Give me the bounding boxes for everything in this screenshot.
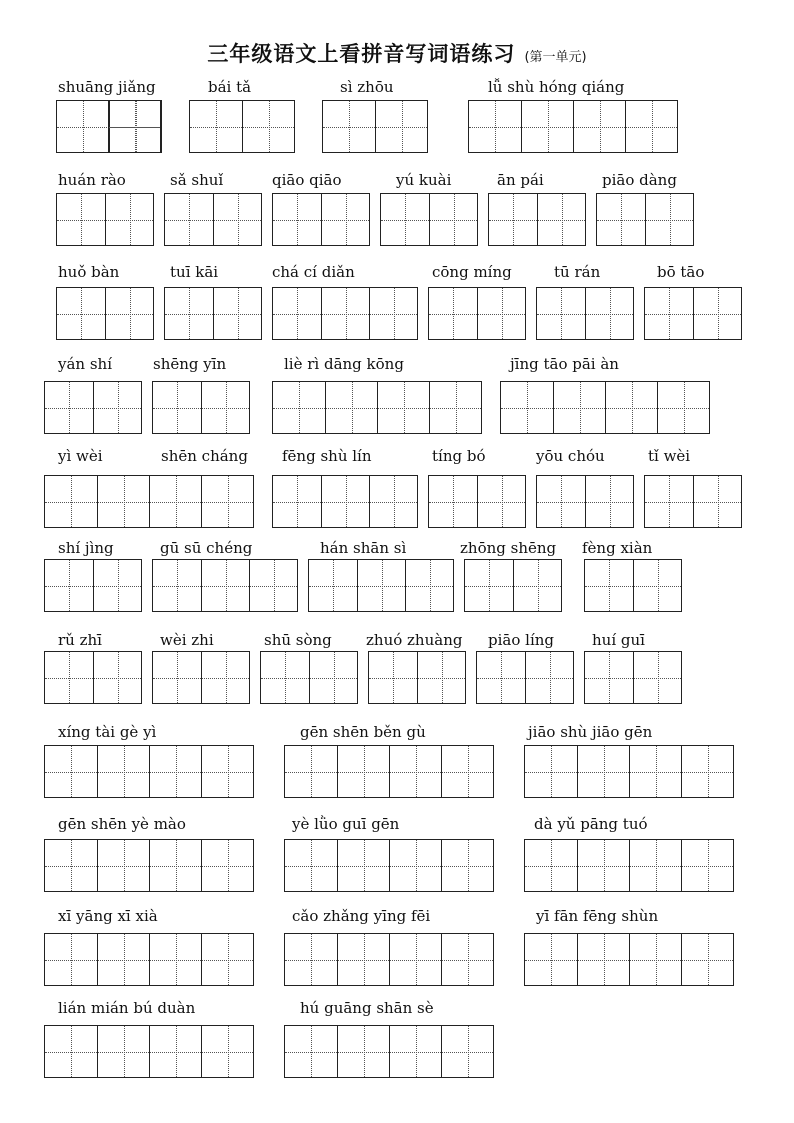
pinyin-label: fèng xiàn (582, 539, 653, 557)
pinyin-label: gēn shēn běn gù (300, 723, 426, 741)
writing-cell[interactable] (45, 934, 97, 985)
writing-cell[interactable] (477, 288, 525, 339)
writing-box-group[interactable] (272, 381, 482, 434)
pinyin-label: yán shí (58, 355, 113, 373)
writing-box-group[interactable] (272, 475, 418, 528)
writing-cell[interactable] (389, 746, 441, 797)
writing-cell[interactable] (285, 1026, 337, 1077)
writing-cell[interactable] (645, 476, 693, 527)
writing-cell[interactable] (337, 934, 389, 985)
writing-cell[interactable] (389, 934, 441, 985)
writing-cell[interactable] (513, 560, 561, 611)
writing-cell[interactable] (389, 1026, 441, 1077)
writing-cell[interactable] (273, 382, 325, 433)
writing-cell[interactable] (153, 652, 201, 703)
writing-box-group[interactable] (644, 475, 742, 528)
writing-cell[interactable] (585, 288, 633, 339)
writing-box-group[interactable] (44, 1025, 254, 1078)
pinyin-label: shēn cháng (161, 447, 248, 465)
writing-cell[interactable] (45, 652, 93, 703)
writing-box-group[interactable] (500, 381, 710, 434)
writing-cell[interactable] (477, 476, 525, 527)
pinyin-label: sǎ shuǐ (170, 171, 224, 189)
writing-box-group[interactable] (536, 287, 634, 340)
writing-box-group[interactable] (152, 651, 250, 704)
pinyin-label: lián mián bú duàn (58, 999, 196, 1017)
writing-cell[interactable] (553, 382, 605, 433)
writing-cell[interactable] (57, 101, 109, 152)
writing-box-group[interactable] (284, 745, 494, 798)
writing-cell[interactable] (285, 840, 337, 891)
writing-cell[interactable] (573, 101, 625, 152)
pinyin-label: yī fān fēng shùn (536, 907, 659, 925)
writing-box-group[interactable] (476, 651, 574, 704)
writing-cell[interactable] (97, 934, 149, 985)
pinyin-label: qiāo qiāo (272, 171, 342, 189)
writing-cell[interactable] (325, 382, 377, 433)
writing-box-group[interactable] (524, 933, 734, 986)
writing-cell[interactable] (45, 560, 93, 611)
writing-cell[interactable] (633, 652, 681, 703)
writing-cell[interactable] (45, 746, 97, 797)
page-subtitle: (第一单元) (524, 50, 587, 65)
writing-box-group[interactable] (272, 193, 370, 246)
page-title: 三年级语文上看拼音写词语练习 (207, 42, 516, 66)
writing-cell[interactable] (57, 194, 105, 245)
writing-cell[interactable] (585, 652, 633, 703)
writing-cell[interactable] (309, 652, 357, 703)
writing-cell[interactable] (629, 746, 681, 797)
writing-cell[interactable] (429, 382, 481, 433)
pinyin-label: huí guī (592, 631, 645, 649)
writing-cell[interactable] (585, 560, 633, 611)
writing-cell[interactable] (489, 194, 537, 245)
writing-box-group[interactable] (152, 381, 250, 434)
writing-box-group[interactable] (164, 193, 262, 246)
writing-box-group[interactable] (189, 100, 295, 153)
writing-box-group[interactable] (428, 475, 526, 528)
writing-box-group[interactable] (584, 559, 682, 612)
writing-cell[interactable] (149, 1026, 201, 1077)
writing-cell[interactable] (261, 652, 309, 703)
pinyin-label: tuī kāi (170, 263, 219, 281)
writing-cell[interactable] (57, 288, 105, 339)
writing-cell[interactable] (93, 382, 141, 433)
writing-cell[interactable] (213, 288, 261, 339)
pinyin-label: shuāng jiǎng (58, 78, 156, 96)
writing-box-group[interactable] (56, 193, 154, 246)
writing-cell[interactable] (577, 934, 629, 985)
writing-cell[interactable] (625, 101, 677, 152)
pinyin-label: zhuó zhuàng (366, 631, 463, 649)
writing-cell[interactable] (501, 382, 553, 433)
writing-cell[interactable] (357, 560, 405, 611)
writing-box-group[interactable] (44, 839, 254, 892)
writing-cell[interactable] (45, 382, 93, 433)
writing-box-group[interactable] (44, 651, 142, 704)
writing-cell[interactable] (153, 560, 201, 611)
writing-cell[interactable] (585, 476, 633, 527)
writing-cell[interactable] (153, 382, 201, 433)
pinyin-label: piāo líng (488, 631, 554, 649)
writing-cell[interactable] (441, 934, 493, 985)
pinyin-label: huán rào (58, 171, 126, 189)
writing-box-group[interactable] (152, 559, 298, 612)
writing-cell[interactable] (577, 840, 629, 891)
writing-cell[interactable] (165, 288, 213, 339)
pinyin-label: jīng tāo pāi àn (510, 355, 619, 373)
writing-box-group[interactable] (284, 839, 494, 892)
writing-cell[interactable] (693, 288, 741, 339)
pinyin-label: zhōng shēng (460, 539, 557, 557)
pinyin-label: sì zhōu (340, 78, 394, 96)
writing-cell[interactable] (201, 652, 249, 703)
writing-cell[interactable] (321, 476, 369, 527)
writing-cell[interactable] (97, 476, 149, 527)
pinyin-label: tíng bó (432, 447, 486, 465)
writing-cell[interactable] (525, 840, 577, 891)
writing-cell[interactable] (93, 652, 141, 703)
writing-cell[interactable] (525, 934, 577, 985)
writing-cell[interactable] (201, 1026, 253, 1077)
writing-cell[interactable] (537, 476, 585, 527)
writing-cell[interactable] (201, 840, 253, 891)
writing-cell[interactable] (165, 194, 213, 245)
writing-cell[interactable] (242, 101, 294, 152)
writing-cell[interactable] (605, 382, 657, 433)
writing-box-group[interactable] (56, 287, 154, 340)
writing-box-group[interactable] (464, 559, 562, 612)
writing-cell[interactable] (429, 476, 477, 527)
writing-cell[interactable] (429, 288, 477, 339)
writing-cell[interactable] (285, 746, 337, 797)
writing-cell[interactable] (369, 288, 417, 339)
writing-cell[interactable] (657, 382, 709, 433)
writing-cell[interactable] (369, 652, 417, 703)
writing-box-group[interactable] (584, 651, 682, 704)
pinyin-label: gū sū chéng (160, 539, 253, 557)
writing-cell[interactable] (681, 934, 733, 985)
writing-cell[interactable] (190, 101, 242, 152)
writing-cell[interactable] (97, 840, 149, 891)
pinyin-label: yōu chóu (536, 447, 605, 465)
writing-cell[interactable] (45, 840, 97, 891)
writing-cell[interactable] (337, 840, 389, 891)
writing-cell[interactable] (465, 560, 513, 611)
pinyin-label: cōng míng (432, 263, 512, 281)
pinyin-label: tǐ wèi (648, 447, 691, 465)
writing-cell[interactable] (149, 746, 201, 797)
writing-cell[interactable] (201, 746, 253, 797)
pinyin-label: piāo dàng (602, 171, 677, 189)
writing-cell[interactable] (389, 840, 441, 891)
writing-cell[interactable] (97, 1026, 149, 1077)
writing-box-group[interactable] (596, 193, 694, 246)
writing-cell[interactable] (429, 194, 477, 245)
writing-box-group[interactable] (524, 745, 734, 798)
writing-cell[interactable] (577, 746, 629, 797)
writing-box-group[interactable] (164, 287, 262, 340)
writing-cell[interactable] (629, 934, 681, 985)
writing-box-group[interactable] (536, 475, 634, 528)
writing-cell[interactable] (321, 194, 369, 245)
pinyin-label: fēng shù lín (282, 447, 372, 465)
writing-box-group[interactable] (368, 651, 466, 704)
writing-box-group[interactable] (308, 559, 454, 612)
pinyin-label: chá cí diǎn (272, 263, 355, 281)
writing-cell[interactable] (525, 746, 577, 797)
writing-box-group[interactable] (428, 287, 526, 340)
writing-cell[interactable] (149, 476, 201, 527)
writing-cell[interactable] (105, 288, 153, 339)
writing-cell[interactable] (108, 101, 160, 152)
writing-cell[interactable] (273, 288, 321, 339)
writing-box-group[interactable] (284, 933, 494, 986)
writing-cell[interactable] (681, 746, 733, 797)
writing-cell[interactable] (369, 476, 417, 527)
writing-box-group[interactable] (272, 287, 418, 340)
writing-box-group[interactable] (44, 475, 254, 528)
writing-cell[interactable] (97, 746, 149, 797)
pinyin-label: shí jìng (58, 539, 114, 557)
writing-box-group[interactable] (284, 1025, 494, 1078)
writing-box-group[interactable] (644, 287, 742, 340)
writing-cell[interactable] (273, 194, 321, 245)
pinyin-label: jiāo shù jiāo gēn (528, 723, 653, 741)
writing-cell[interactable] (537, 288, 585, 339)
writing-cell[interactable] (337, 1026, 389, 1077)
writing-box-group[interactable] (380, 193, 478, 246)
writing-box-group[interactable] (488, 193, 586, 246)
writing-cell[interactable] (441, 1026, 493, 1077)
writing-cell[interactable] (93, 560, 141, 611)
pinyin-label: xī yāng xī xià (58, 907, 158, 925)
pinyin-label: wèi zhi (160, 631, 214, 649)
writing-cell[interactable] (645, 288, 693, 339)
writing-cell[interactable] (201, 934, 253, 985)
pinyin-label: cǎo zhǎng yīng fēi (292, 907, 431, 925)
writing-cell[interactable] (405, 560, 453, 611)
writing-box-group[interactable] (260, 651, 358, 704)
pinyin-label: tū rán (554, 263, 601, 281)
writing-cell[interactable] (321, 288, 369, 339)
writing-cell[interactable] (629, 840, 681, 891)
pinyin-label: ān pái (497, 171, 544, 189)
writing-box-group[interactable] (44, 933, 254, 986)
writing-cell[interactable] (645, 194, 693, 245)
pinyin-label: liè rì dāng kōng (284, 355, 404, 373)
writing-cell[interactable] (441, 746, 493, 797)
pinyin-label: shū sòng (264, 631, 332, 649)
writing-cell[interactable] (381, 194, 429, 245)
pinyin-label: hú guāng shān sè (300, 999, 434, 1017)
writing-cell[interactable] (309, 560, 357, 611)
pinyin-label: hán shān sì (320, 539, 407, 557)
pinyin-label: yè lǜo guī gēn (292, 815, 400, 833)
writing-cell[interactable] (323, 101, 375, 152)
writing-cell[interactable] (537, 194, 585, 245)
pinyin-label: yú kuài (396, 171, 452, 189)
writing-cell[interactable] (441, 840, 493, 891)
writing-box-group[interactable] (44, 559, 142, 612)
writing-cell[interactable] (201, 560, 249, 611)
pinyin-label: dà yǔ pāng tuó (534, 815, 648, 833)
writing-cell[interactable] (105, 194, 153, 245)
writing-box-group[interactable] (524, 839, 734, 892)
writing-cell[interactable] (417, 652, 465, 703)
worksheet-title (0, 38, 794, 68)
writing-cell[interactable] (633, 560, 681, 611)
writing-cell[interactable] (45, 1026, 97, 1077)
pinyin-label: lǚ shù hóng qiáng (488, 78, 625, 96)
writing-cell[interactable] (149, 840, 201, 891)
pinyin-label: rǔ zhī (58, 631, 102, 649)
writing-cell[interactable] (201, 476, 253, 527)
writing-box-group[interactable] (44, 381, 142, 434)
writing-box-group[interactable] (108, 100, 161, 153)
writing-cell[interactable] (45, 476, 97, 527)
writing-cell[interactable] (521, 101, 573, 152)
writing-cell[interactable] (681, 840, 733, 891)
writing-box-group[interactable] (322, 100, 428, 153)
pinyin-label: bō tāo (657, 263, 705, 281)
pinyin-label: yì wèi (58, 447, 103, 465)
writing-cell[interactable] (693, 476, 741, 527)
pinyin-label: gēn shēn yè mào (58, 815, 186, 833)
writing-cell[interactable] (213, 194, 261, 245)
writing-cell[interactable] (149, 934, 201, 985)
writing-cell[interactable] (469, 101, 521, 152)
pinyin-label: xíng tài gè yì (58, 723, 157, 741)
writing-box-group[interactable] (44, 745, 254, 798)
writing-cell[interactable] (337, 746, 389, 797)
writing-cell[interactable] (477, 652, 525, 703)
writing-cell[interactable] (377, 382, 429, 433)
pinyin-label: bái tǎ (208, 78, 252, 96)
pinyin-label: huǒ bàn (58, 263, 120, 281)
writing-cell[interactable] (285, 934, 337, 985)
writing-cell[interactable] (201, 382, 249, 433)
writing-cell[interactable] (597, 194, 645, 245)
writing-cell[interactable] (273, 476, 321, 527)
writing-cell[interactable] (375, 101, 427, 152)
writing-cell[interactable] (249, 560, 297, 611)
writing-cell[interactable] (525, 652, 573, 703)
writing-box-group[interactable] (468, 100, 678, 153)
pinyin-label: shēng yīn (153, 355, 227, 373)
